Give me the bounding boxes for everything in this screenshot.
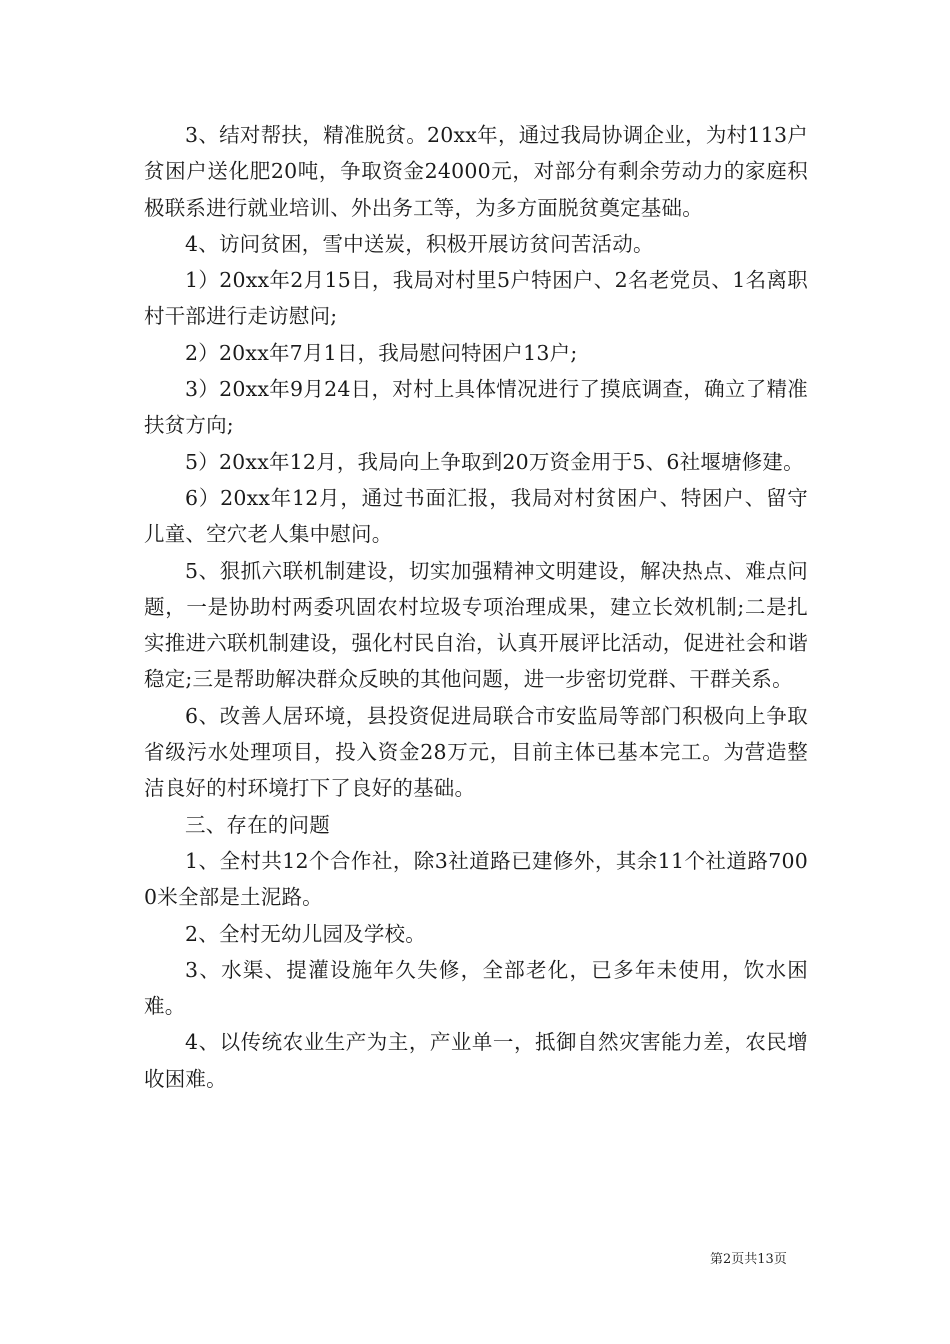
document-body <box>144 117 808 1097</box>
paragraph: 1）20xx年2月15日，我局对村里5户特困户、2名老党员、1名离职村干部进行走访慰问; <box>144 268 808 329</box>
paragraph: 4、访问贫困，雪中送炭，积极开展访贫问苦活动。 <box>185 231 654 256</box>
page-number-footer: 第2页共13页 <box>710 1252 787 1267</box>
paragraph: 3、水渠、提灌设施年久失修，全部老化，已多年未使用，饮水困难。 <box>144 957 808 1019</box>
paragraph: 4、以传统农业生产为主，产业单一，抵御自然灾害能力差，农民增收困难。 <box>144 1030 808 1091</box>
paragraph: 5）20xx年12月，我局向上争取到20万资金用于5、6社堰塘修建。 <box>185 449 804 474</box>
paragraph: 2）20xx年7月1日，我局慰问特困户13户; <box>185 340 578 365</box>
paragraph: 6）20xx年12月，通过书面汇报，我局对村贫困户、特困户、留守儿童、空穴老人集中慰问。 <box>144 485 808 547</box>
paragraph: 2、全村无幼儿园及学校。 <box>185 921 426 946</box>
paragraph: 3）20xx年9月24日，对村上具体情况进行了摸底调查，确立了精准扶贫方向; <box>144 377 808 438</box>
paragraph: 3、结对帮扶，精准脱贫。20xx年，通过我局协调企业，为村113户贫困户送化肥20吨，争取资金24000元，对部分有剩余劳动力的家庭积极联系进行就业培训、外出务工等，为多方面脱贫奠定基础。 <box>144 123 808 220</box>
paragraph: 5、狠抓六联机制建设，切实加强精神文明建设，解决热点、难点问题，一是协助村两委巩固农村垃圾专项治理成果，建立长效机制;二是扎实推进六联机制建设，强化村民自治，认真开展评比活动，促进社会和谐稳定;三是帮助解决群众反映的其他问题，进一步密切党群、干群关系。 <box>144 558 808 692</box>
section-heading: 三、存在的问题 <box>185 812 330 837</box>
paragraph: 1、全村共12个合作社，除3社道路已建修外，其余11个社道路7000米全部是土泥路。 <box>144 848 808 910</box>
paragraph: 6、改善人居环境，县投资促进局联合市安监局等部门积极向上争取省级污水处理项目，投入资金28万元，目前主体已基本完工。为营造整洁良好的村环境打下了良好的基础。 <box>144 703 808 801</box>
